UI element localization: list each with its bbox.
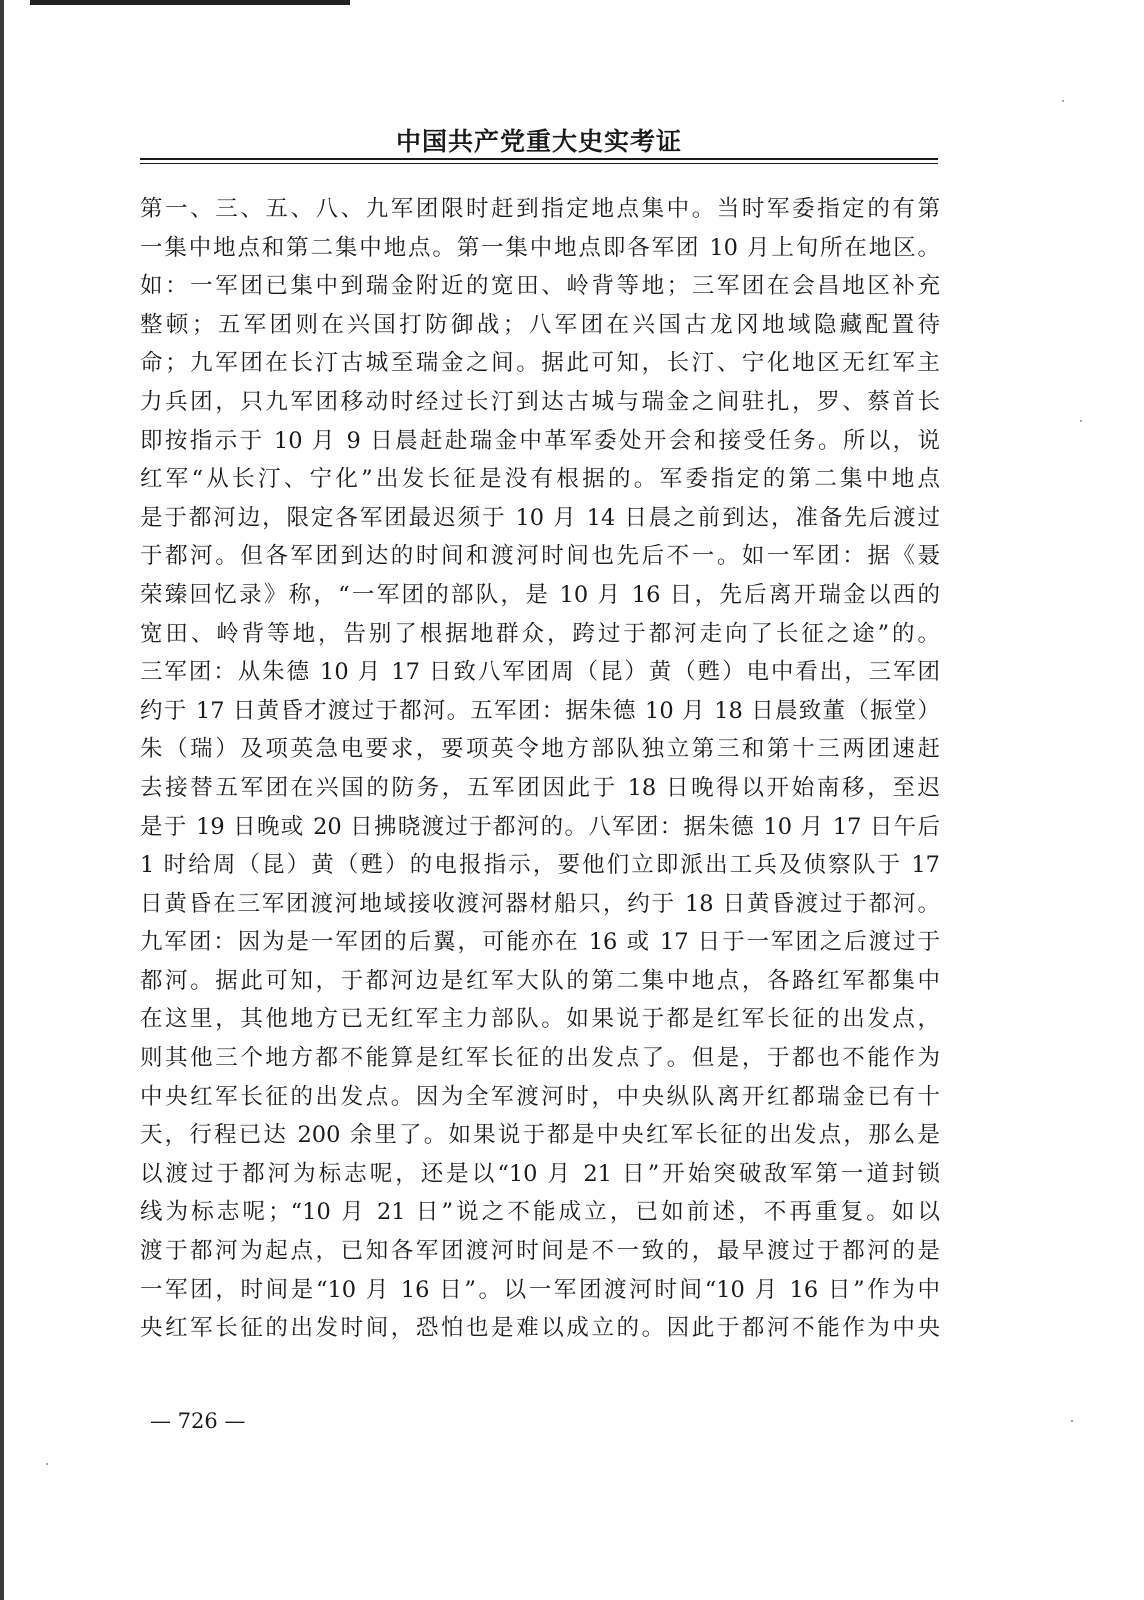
body-line: 力兵团，只九军团移动时经过长汀到达古城与瑞金之间驻扎，罗、蔡首长 [140, 388, 940, 415]
body-line: 以渡过于都河为标志呢，还是以“10 月 21 日”开始突破敌军第一道封锁 [140, 1160, 940, 1187]
body-line: 约于 17 日黄昏才渡过于都河。五军团：据朱德 10 月 18 日晨致董（振堂） [140, 697, 940, 724]
body-line: 天，行程已达 200 余里了。如果说于都是中央红军长征的出发点，那么是 [140, 1122, 940, 1149]
scan-speck [46, 1463, 48, 1465]
body-line: 第一、三、五、八、九军团限时赶到指定地点集中。当时军委指定的有第 [140, 196, 940, 222]
body-line: 宽田、岭背等地，告别了根据地群众，跨过于都河走向了长征之途”的。 [140, 620, 940, 647]
body-line: 九军团：因为是一军团的后翼，可能亦在 16 或 17 日于一军团之后渡过于 [140, 929, 940, 956]
scan-speck [1080, 420, 1082, 422]
scan-top-edge [30, 0, 350, 5]
body-line: 是于都河边，限定各军团最迟须于 10 月 14 日晨之前到达，准备先后渡过 [140, 504, 940, 531]
body-line: 线为标志呢；“10 月 21 日”说之不能成立，已如前述，不再重复。如以 [140, 1199, 940, 1226]
body-line: 一军团，时间是“10 月 16 日”。以一军团渡河时间“10 月 16 日”作为中 [140, 1276, 940, 1303]
running-header-title: 中国共产党重大史实考证 [395, 127, 682, 156]
body-line: 在这里，其他地方已无红军主力部队。如果说于都是红军长征的出发点， [140, 1006, 940, 1033]
header-rule-thick [140, 158, 938, 160]
body-line: 整顿；五军团则在兴国打防御战；八军团在兴国古龙冈地域隐藏配置待 [140, 311, 940, 338]
body-line: 日黄昏在三军团渡河地域接收渡河器材船只，约于 18 日黄昏渡过于都河。 [140, 890, 940, 917]
body-line: 则其他三个地方都不能算是红军长征的出发点了。但是，于都也不能作为 [140, 1045, 940, 1072]
body-line: 命；九军团在长汀古城至瑞金之间。据此可知，长汀、宁化地区无红军主 [140, 350, 940, 377]
header-rule-thin [140, 163, 938, 164]
body-line: 荣臻回忆录》称，“一军团的部队，是 10 月 16 日，先后离开瑞金以西的 [140, 581, 940, 608]
body-line: 红军“从长汀、宁化”出发长征是没有根据的。军委指定的第二集中地点 [140, 466, 940, 493]
page-number: — 726 — [150, 1409, 246, 1433]
body-line: 即按指示于 10 月 9 日晨赶赴瑞金中革军委处开会和接受任务。所以，说 [140, 427, 940, 454]
body-line: 都河。据此可知，于都河边是红军大队的第二集中地点，各路红军都集中 [140, 967, 940, 994]
scan-speck [1062, 100, 1064, 102]
body-line: 1 时给周（昆）黄（甦）的电报指示，要他们立即派出工兵及侦察队于 17 [140, 852, 940, 879]
body-line: 中央红军长征的出发点。因为全军渡河时，中央纵队离开红都瑞金已有十 [140, 1083, 940, 1110]
body-line: 央红军长征的出发时间，恐怕也是难以成立的。因此于都河不能作为中央 [140, 1315, 940, 1342]
body-line: 去接替五军团在兴国的防务，五军团因此于 18 日晚得以开始南移，至迟 [140, 774, 940, 801]
scan-left-edge [0, 0, 4, 1600]
body-line: 渡于都河为起点，已知各军团渡河时间是不一致的，最早渡过于都河的是 [140, 1238, 940, 1265]
body-text [140, 190, 940, 1348]
scan-speck [1071, 1420, 1073, 1422]
body-line: 如：一军团已集中到瑞金附近的宽田、岭背等地；三军团在会昌地区补充 [140, 273, 940, 300]
body-line: 三军团：从朱德 10 月 17 日致八军团周（昆）黄（甦）电中看出，三军团 [140, 659, 940, 686]
body-line: 朱（瑞）及项英急电要求，要项英令地方部队独立第三和第十三两团速赶 [140, 736, 940, 763]
body-line: 一集中地点和第二集中地点。第一集中地点即各军团 10 月上旬所在地区。 [140, 234, 940, 261]
body-line: 于都河。但各军团到达的时间和渡河时间也先后不一。如一军团：据《聂 [140, 543, 940, 570]
body-line: 是于 19 日晚或 20 日拂晓渡过于都河的。八军团：据朱德 10 月 17 日午后 [140, 813, 940, 840]
